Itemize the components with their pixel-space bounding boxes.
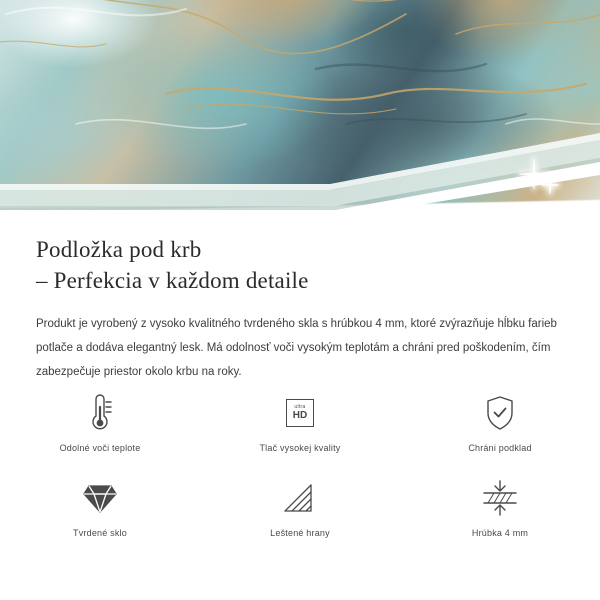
- thickness-arrows-icon: [480, 477, 520, 519]
- feature-label: Tvrdené sklo: [73, 528, 127, 538]
- feature-label: Leštené hrany: [270, 528, 330, 538]
- ultra-hd-badge-bottom: HD: [292, 410, 308, 421]
- feature-item: [200, 392, 400, 453]
- feature-label: Tlač vysokej kvality: [259, 443, 341, 453]
- marble-veins: [0, 0, 600, 206]
- feature-item: [0, 477, 200, 538]
- diamond-icon: [82, 477, 118, 519]
- page-title: [0, 218, 600, 296]
- headline-line-1: Podložka pod krb: [36, 237, 202, 262]
- ultra-hd-icon: [286, 392, 314, 434]
- feature-item: [400, 392, 600, 453]
- feature-label: Odolné voči teplote: [59, 443, 141, 453]
- feature-label: Hrúbka 4 mm: [471, 528, 529, 538]
- feature-item: [0, 392, 200, 453]
- thermometer-icon: [83, 392, 117, 434]
- headline-line-2: – Perfekcia v každom detaile: [36, 268, 309, 293]
- feature-grid: [0, 392, 600, 538]
- feature-item: [200, 477, 400, 538]
- description-paragraph: Produkt je vyrobený z vysoko kvalitného tvrdeného skla s hrúbkou 4 mm, ktoré zvýrazňuje hĺbku farieb potlače a dodáva elegantný lesk. Má odolnosť voči vysokým teplotám a chráni pred poškodením, čím zabezpečuje priestor okolo krbu na roky.: [36, 318, 557, 378]
- hero-image: [0, 0, 600, 218]
- feature-label: Chráni podklad: [468, 443, 532, 453]
- text-content: [0, 218, 600, 384]
- ultra-hd-badge-top: ultra: [294, 404, 306, 410]
- shield-check-icon: [483, 392, 517, 434]
- polished-edges-icon: [281, 477, 319, 519]
- feature-item: [400, 477, 600, 538]
